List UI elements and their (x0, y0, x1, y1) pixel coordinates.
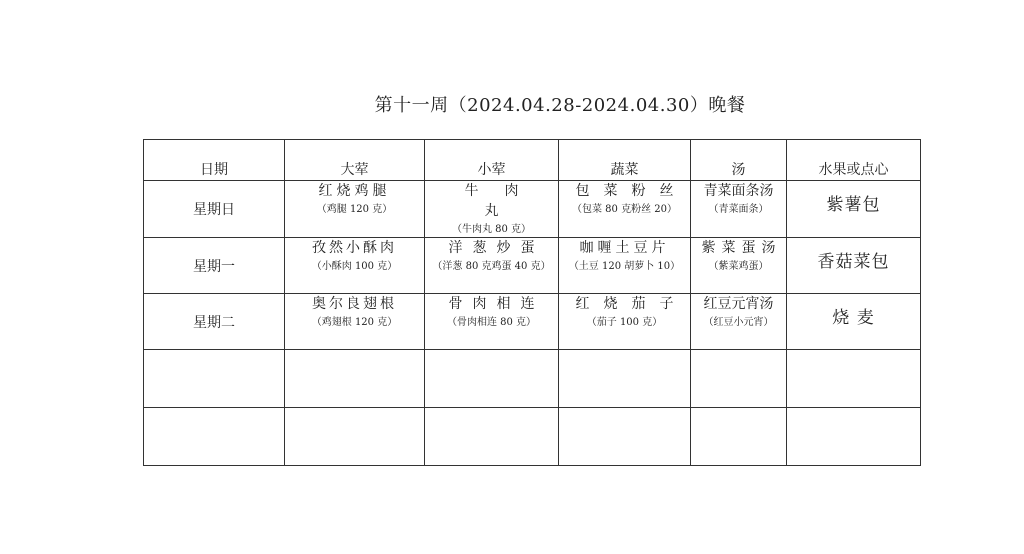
dish-name: 奥尔良翅根 (312, 296, 397, 312)
dish-name: 包菜粉丝 (575, 183, 688, 199)
vegetable-cell (559, 181, 691, 238)
header-date: 日期 (144, 140, 285, 181)
da-hun-cell (285, 181, 425, 238)
table-header-row (144, 140, 921, 181)
menu-table (143, 139, 921, 466)
fruit-name: 烧 麦 (832, 308, 875, 328)
dish-name: 孜然小酥肉 (312, 240, 397, 256)
dish-name: 牛肉丸 (464, 183, 545, 219)
dish-detail: （青菜面条） (708, 204, 769, 215)
fruit-cell (787, 294, 921, 350)
xiao-hun-cell (425, 238, 559, 294)
xiao-hun-cell (425, 181, 559, 238)
dish-name: 洋葱炒蛋 (448, 240, 545, 256)
fruit-cell (787, 238, 921, 294)
vegetable-cell (559, 294, 691, 350)
dish-name: 紫菜蛋汤 (701, 240, 782, 256)
empty-cell (691, 408, 787, 466)
empty-cell (559, 350, 691, 408)
empty-cell (144, 408, 285, 466)
dish-name: 红豆元宵汤 (703, 296, 774, 312)
dish-name: 骨肉相连 (448, 296, 545, 312)
day-cell: 星期日 (144, 181, 285, 238)
empty-cell (144, 350, 285, 408)
table-row (144, 181, 921, 238)
day-cell: 星期一 (144, 238, 285, 294)
soup-cell (691, 294, 787, 350)
da-hun-cell (285, 294, 425, 350)
dish-detail: （包菜 80 克粉丝 20） (572, 204, 677, 215)
empty-cell (285, 350, 425, 408)
dish-name: 青菜面条汤 (703, 183, 774, 199)
soup-cell (691, 238, 787, 294)
dish-name: 红烧茄子 (575, 296, 688, 312)
page-title: 第十一周（2024.04.28-2024.04.30）晚餐 (374, 95, 746, 116)
header-soup: 汤 (691, 140, 787, 181)
empty-cell (691, 350, 787, 408)
table-row (144, 350, 921, 408)
empty-cell (285, 408, 425, 466)
dish-detail: （牛肉丸 80 克） (451, 224, 532, 235)
header-vegetable: 蔬菜 (559, 140, 691, 181)
dish-name: 红烧鸡腿 (318, 183, 391, 199)
header-fruit: 水果或点心 (787, 140, 921, 181)
soup-cell (691, 181, 787, 238)
dish-detail: （红豆小元宵） (703, 317, 774, 328)
empty-cell (787, 408, 921, 466)
header-da-hun: 大荤 (285, 140, 425, 181)
dish-name: 咖喱土豆片 (579, 240, 670, 256)
empty-cell (787, 350, 921, 408)
dish-detail: （小酥肉 100 克） (311, 261, 398, 272)
dish-detail: （洋葱 80 克鸡蛋 40 克） (432, 261, 551, 272)
empty-cell (425, 408, 559, 466)
dish-detail: （茄子 100 克） (586, 317, 663, 328)
empty-cell (425, 350, 559, 408)
header-xiao-hun: 小荤 (425, 140, 559, 181)
dish-detail: （鸡腿 120 克） (316, 204, 393, 215)
fruit-name: 紫薯包 (826, 195, 881, 215)
vegetable-cell (559, 238, 691, 294)
table-row (144, 238, 921, 294)
fruit-cell (787, 181, 921, 238)
da-hun-cell (285, 238, 425, 294)
xiao-hun-cell (425, 294, 559, 350)
empty-cell (559, 408, 691, 466)
fruit-name: 香菇菜包 (817, 252, 890, 272)
dish-detail: （骨肉相连 80 克） (446, 317, 537, 328)
dish-detail: （紫菜鸡蛋） (708, 261, 769, 272)
dish-detail: （鸡翅根 120 克） (311, 317, 398, 328)
day-cell: 星期二 (144, 294, 285, 350)
dish-detail: （土豆 120 胡萝卜 10） (568, 261, 681, 272)
table-row (144, 294, 921, 350)
table-row (144, 408, 921, 466)
